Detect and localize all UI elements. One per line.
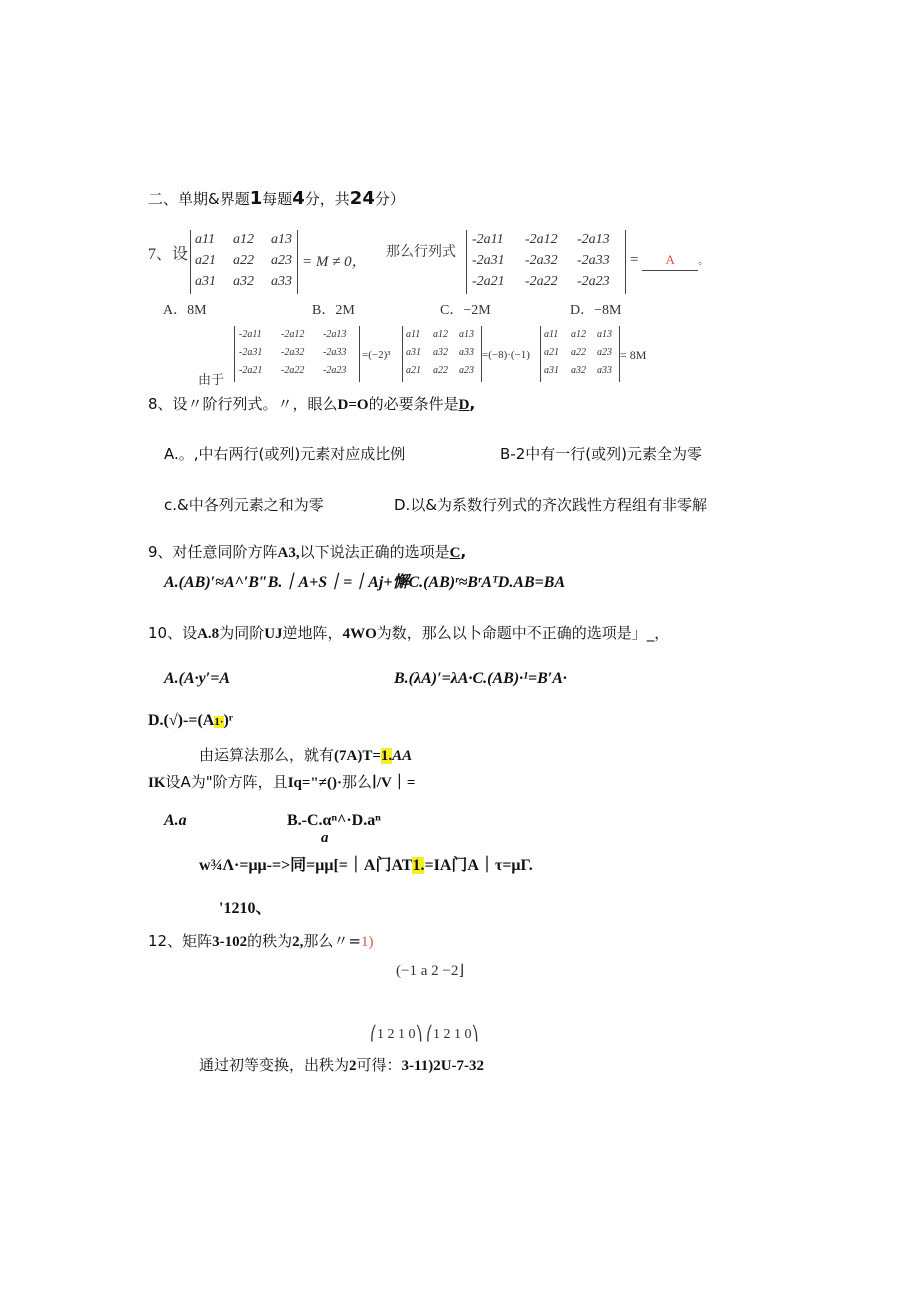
q7-reason-eq2: =(−8)·(−1) xyxy=(482,349,530,361)
q7-reason-det2-cell: a31 xyxy=(406,347,421,358)
q7-eq: = M ≠ 0， xyxy=(302,254,367,270)
q9-end: , xyxy=(460,543,467,561)
q7-reason-det2-cell: a32 xyxy=(433,347,448,358)
q11-code: '1210、 xyxy=(219,900,272,917)
q11-stem-text: 那么 xyxy=(341,773,372,791)
q8-cond: D=O xyxy=(337,397,369,413)
q7-det1-cell: a11 xyxy=(195,232,215,247)
section-header-num: 1 xyxy=(249,188,263,209)
q7-det2-cell: -2a12 xyxy=(525,232,558,247)
q8-stem xyxy=(148,394,475,415)
q7-reason-det3-cell: a11 xyxy=(544,329,559,340)
q10-option-d-text: D.(√)-=(A xyxy=(148,712,215,729)
q7-reason-det1 xyxy=(234,326,360,382)
q12-matrix-row2: ⎛1 2 1 0⎞ ⎛1 2 1 0⎞ xyxy=(370,1027,479,1042)
q7-det1-cell: a33 xyxy=(271,274,292,289)
q7-det2-cell: -2a31 xyxy=(472,253,505,268)
q8-option-d: D.以&为系数行列式的齐次践性方程组有非零解 xyxy=(394,496,708,514)
q7-option-b: B．2M xyxy=(312,303,355,318)
q10-note-math: AA xyxy=(392,748,413,764)
q7-reason-det2-cell: a13 xyxy=(459,329,474,340)
q7-det1-cell: a21 xyxy=(195,253,216,268)
q10-stem-text: 10、设 xyxy=(148,624,198,642)
q12-note-math: 3-11)2U-7-32 xyxy=(401,1058,485,1074)
q7-reason-det1-cell: -2a23 xyxy=(323,365,347,376)
q11-stem xyxy=(148,772,415,793)
q11-option-b-sub: a xyxy=(321,830,329,846)
section-header-text: 二、单期&界题 xyxy=(148,190,250,208)
section-header-num: 4 xyxy=(292,188,305,209)
q7-det2-cell: -2a33 xyxy=(577,253,610,268)
q7-det2-cell: -2a11 xyxy=(472,232,504,247)
q7-reason-det3-cell: a33 xyxy=(597,365,612,376)
q8-option-c: c.&中各列元素之和为零 xyxy=(164,496,324,514)
q7-reason-det3-cell: a32 xyxy=(571,365,586,376)
q9-mid: A3, xyxy=(277,545,300,561)
q7-det2-cell: -2a13 xyxy=(577,232,610,247)
q7-reason-det3-cell: a23 xyxy=(597,347,612,358)
q10-stem-text: 逆地阵， xyxy=(282,624,343,642)
q8-option-a: A.。,中右两行(或列)元素对应成比例 xyxy=(164,445,406,463)
q10-stem xyxy=(148,623,669,644)
q10-option-b: B.(λA)′=λA·C.(AB)·¹=B′A· xyxy=(394,670,567,687)
q7-reason-det3-cell: a21 xyxy=(544,347,559,358)
q7-det2-cell: -2a23 xyxy=(577,274,610,289)
q9-stem xyxy=(148,542,466,563)
q12-note-math: 2 xyxy=(349,1058,357,1074)
q7-reason-det1-cell: -2a33 xyxy=(323,347,347,358)
q7-reason-det1-cell: -2a22 xyxy=(281,365,305,376)
q11-math: Iq="≠()· xyxy=(287,775,342,791)
q12-stem-text: 的秩为 xyxy=(247,932,293,950)
q7-option-a: A．8M xyxy=(163,303,207,318)
q7-det2 xyxy=(466,230,626,294)
q10-note xyxy=(199,745,412,766)
q7-det1-cell: a13 xyxy=(271,232,292,247)
q10-option-a: A.(A·y′=A xyxy=(164,670,231,687)
q7-reason-det2-cell: a12 xyxy=(433,329,448,340)
q11-option-a: A.a xyxy=(164,812,187,829)
q12-math: 2, xyxy=(292,934,304,950)
q10-option-d-highlight: 1· xyxy=(214,716,224,728)
q9-stem-text: 9、对任意同阶方阵 xyxy=(148,543,278,561)
q7-reason-det2-cell: a21 xyxy=(406,365,421,376)
q11-work xyxy=(199,856,533,876)
q12-stem-text: 那么〃= xyxy=(303,932,361,950)
q7-det2-cell: -2a32 xyxy=(525,253,558,268)
q12-note-text: 通过初等变换，出秩为 xyxy=(199,1056,350,1074)
q8-stem-text: 8、设〃阶行列式。〃，眼么 xyxy=(148,395,338,413)
q7-reason-det2-cell: a22 xyxy=(433,365,448,376)
q9-answer: C xyxy=(449,545,461,561)
q10-stem-text: 为同阶 xyxy=(219,624,265,642)
q7-det2-cell: -2a21 xyxy=(472,274,505,289)
q7-reason-eq3: = 8M xyxy=(620,348,647,362)
q7-reason-eq1: =(−2)³ xyxy=(362,349,391,361)
q12-matrix-row: (−1 a 2 −2⌋ xyxy=(396,963,465,979)
q12-note-text: 可得： xyxy=(356,1056,402,1074)
q7-answer-blank: = A 。 xyxy=(630,250,708,272)
q7-reason-det2 xyxy=(402,326,482,382)
q7-det1-cell: a31 xyxy=(195,274,216,289)
q12-math: 3-102 xyxy=(212,934,248,950)
q7-reason-label: 由于 xyxy=(198,372,225,387)
q12-note xyxy=(199,1055,484,1076)
q12-red-answer: 1) xyxy=(360,934,374,950)
q7-det1-cell: a22 xyxy=(233,253,254,268)
q12-stem xyxy=(148,931,373,952)
q8-end: , xyxy=(469,395,476,413)
q10-option-d-text: )ʳ xyxy=(223,712,233,729)
section-header xyxy=(148,189,405,209)
q10-stem-text: 为数，那么以卜命题中不正确的选项是」_， xyxy=(376,624,670,642)
q11-option-b: B.-C.αⁿ^·D.aⁿ xyxy=(287,812,381,829)
section-header-text: 分） xyxy=(374,190,405,208)
q7-text: 那么行列式 xyxy=(386,245,456,260)
q7-reason-det2-cell: a33 xyxy=(459,347,474,358)
q7-reason-det3-cell: a22 xyxy=(571,347,586,358)
q7-reason-det3-cell: a13 xyxy=(597,329,612,340)
q10-math: A.8 xyxy=(197,626,220,642)
q10-math: 4WO xyxy=(342,626,377,642)
q7-det1-cell: a12 xyxy=(233,232,254,247)
q10-math: UJ xyxy=(264,626,283,642)
q11-math: ∣/V｜= xyxy=(371,775,416,791)
q7-reason-det2-cell: a11 xyxy=(406,329,421,340)
q10-note-math: (7A)T= xyxy=(334,748,381,764)
q7-option-c: C．−2M xyxy=(440,303,491,318)
q7-reason-det1-cell: -2a31 xyxy=(239,347,263,358)
q7-det2-cell: -2a22 xyxy=(525,274,558,289)
q11-work-highlight: 1. xyxy=(412,857,425,874)
q11-num: IK xyxy=(148,775,166,791)
section-header-text: 分，共 xyxy=(304,190,350,208)
q7-reason-det3 xyxy=(540,326,620,382)
q10-option-d xyxy=(148,711,233,732)
q10-note-text: 由运算法那么，就有 xyxy=(199,746,335,764)
q8-answer: D xyxy=(458,397,470,413)
q7-reason-det2-cell: a23 xyxy=(459,365,474,376)
q7-reason-det3-cell: a12 xyxy=(571,329,586,340)
q7-det1-cell: a23 xyxy=(271,253,292,268)
q8-option-b: B-2中有一行(或列)元素全为零 xyxy=(500,445,702,463)
q7-reason-det1-cell: -2a13 xyxy=(323,329,347,340)
q12-stem-text: 12、矩阵 xyxy=(148,932,213,950)
q7-reason-det1-cell: -2a32 xyxy=(281,347,305,358)
q7-det1 xyxy=(190,230,298,294)
q7-det1-cell: a32 xyxy=(233,274,254,289)
q10-note-highlight: 1. xyxy=(380,748,393,764)
q11-work-text: =IA门A｜τ=μΓ. xyxy=(424,857,533,874)
q11-work-text: w¾Λ·=μμ-=>同=μμ[=｜A门AT xyxy=(199,857,413,874)
q7-answer: A xyxy=(642,250,698,271)
q7-reason-det1-cell: -2a12 xyxy=(281,329,305,340)
q7-prefix: 7、设 xyxy=(148,246,189,263)
q7-reason-det1-cell: -2a21 xyxy=(239,365,263,376)
q8-stem-text: 的必要条件是 xyxy=(368,395,459,413)
q9-options: A.(AB)′≈A^′B″B.｜A+S｜=｜Aj+懈C.(AB)ʳ≈BʳAᵀD.AB=BA xyxy=(164,574,566,591)
q7-tail: 。 xyxy=(698,256,709,267)
q7-option-d: D．−8M xyxy=(570,303,622,318)
q7-reason-det3-cell: a31 xyxy=(544,365,559,376)
q7-reason-det1-cell: -2a11 xyxy=(239,329,262,340)
section-header-text: 每题 xyxy=(262,190,293,208)
q9-stem-text: 以下说法正确的选项是 xyxy=(299,543,450,561)
q11-stem-text: 设A为"阶方阵，且 xyxy=(165,773,288,791)
section-header-num: 24 xyxy=(349,188,375,209)
